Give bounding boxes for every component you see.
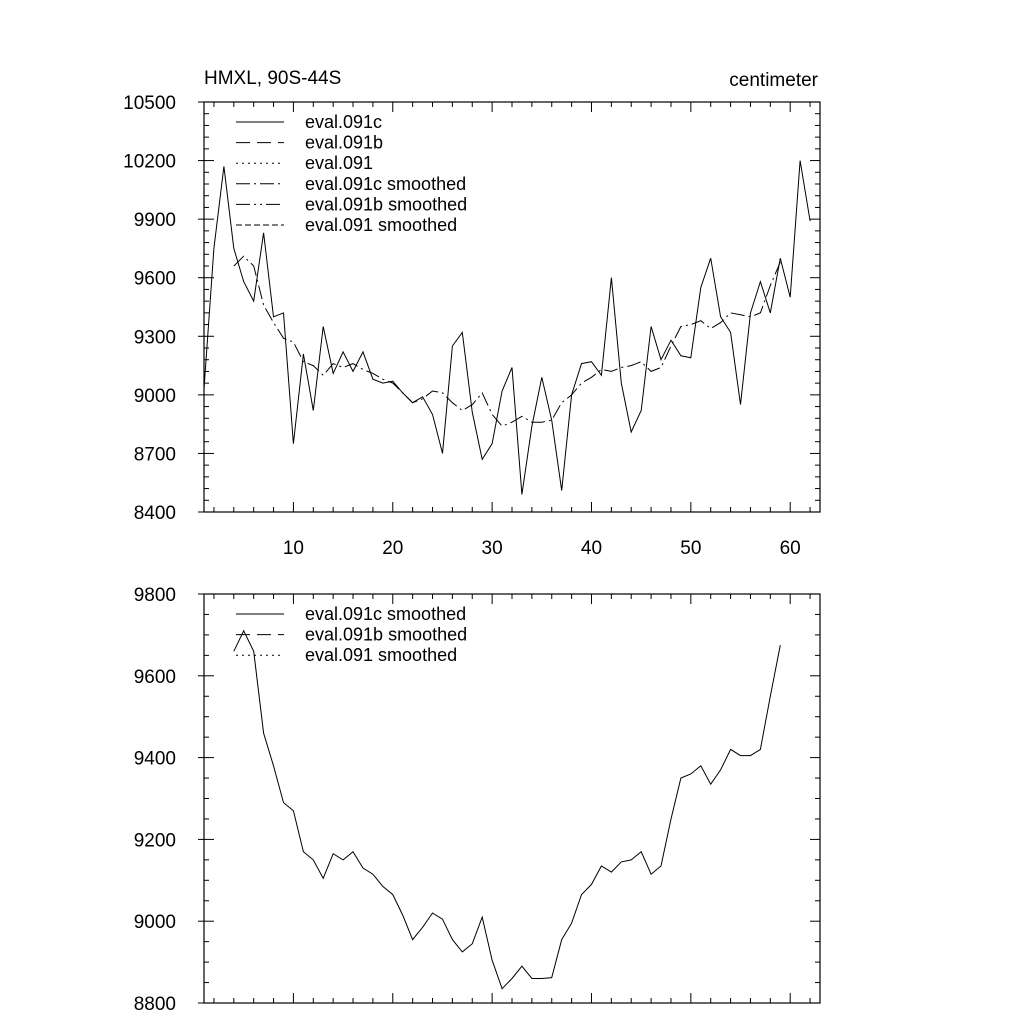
y-tick-label: 9800 xyxy=(133,585,176,606)
legend-entry: eval.091b xyxy=(305,132,384,153)
y-tick-label: 9300 xyxy=(133,327,176,349)
legend-entry: eval.091c xyxy=(305,112,383,132)
series-line-1 xyxy=(234,631,781,989)
y-tick-label: 9000 xyxy=(133,912,176,934)
y-tick-label: 8400 xyxy=(133,503,176,524)
y-tick-label: 10500 xyxy=(123,93,176,114)
y-tick-label: 9600 xyxy=(133,666,176,688)
legend-entry: eval.091c smoothed xyxy=(305,604,467,624)
y-tick-label: 10200 xyxy=(123,151,176,173)
chart-panel-2 xyxy=(134,585,820,1015)
legend-entry: eval.091 xyxy=(305,153,374,174)
series-line-1 xyxy=(204,161,810,495)
chart-units: centimeter xyxy=(729,70,818,91)
x-tick-label: 30 xyxy=(481,538,503,559)
y-tick-label: 9600 xyxy=(133,268,176,290)
x-tick-label: 10 xyxy=(282,538,304,559)
plot-frame xyxy=(204,102,820,512)
y-tick-label: 8700 xyxy=(133,444,176,466)
y-tick-label: 8800 xyxy=(133,994,176,1015)
series-line-4 xyxy=(234,256,781,426)
plot-frame xyxy=(204,594,820,1003)
y-tick-label: 9000 xyxy=(133,385,176,407)
chart-panel-1 xyxy=(123,68,820,559)
chart-title: HMXL, 90S-44S xyxy=(204,68,342,89)
legend-entry: eval.091b smoothed xyxy=(305,194,468,215)
y-tick-label: 9900 xyxy=(133,210,176,232)
legend-entry: eval.091b smoothed xyxy=(305,624,468,645)
legend-entry: eval.091c smoothed xyxy=(305,173,467,194)
y-tick-label: 9400 xyxy=(133,748,176,770)
x-tick-label: 50 xyxy=(680,538,702,559)
y-tick-label: 9200 xyxy=(133,830,176,852)
legend-entry: eval.091 smoothed xyxy=(305,215,458,235)
x-tick-label: 20 xyxy=(382,538,404,559)
x-tick-label: 60 xyxy=(779,538,801,559)
legend-entry: eval.091 smoothed xyxy=(305,645,458,666)
x-tick-label: 40 xyxy=(580,538,603,559)
